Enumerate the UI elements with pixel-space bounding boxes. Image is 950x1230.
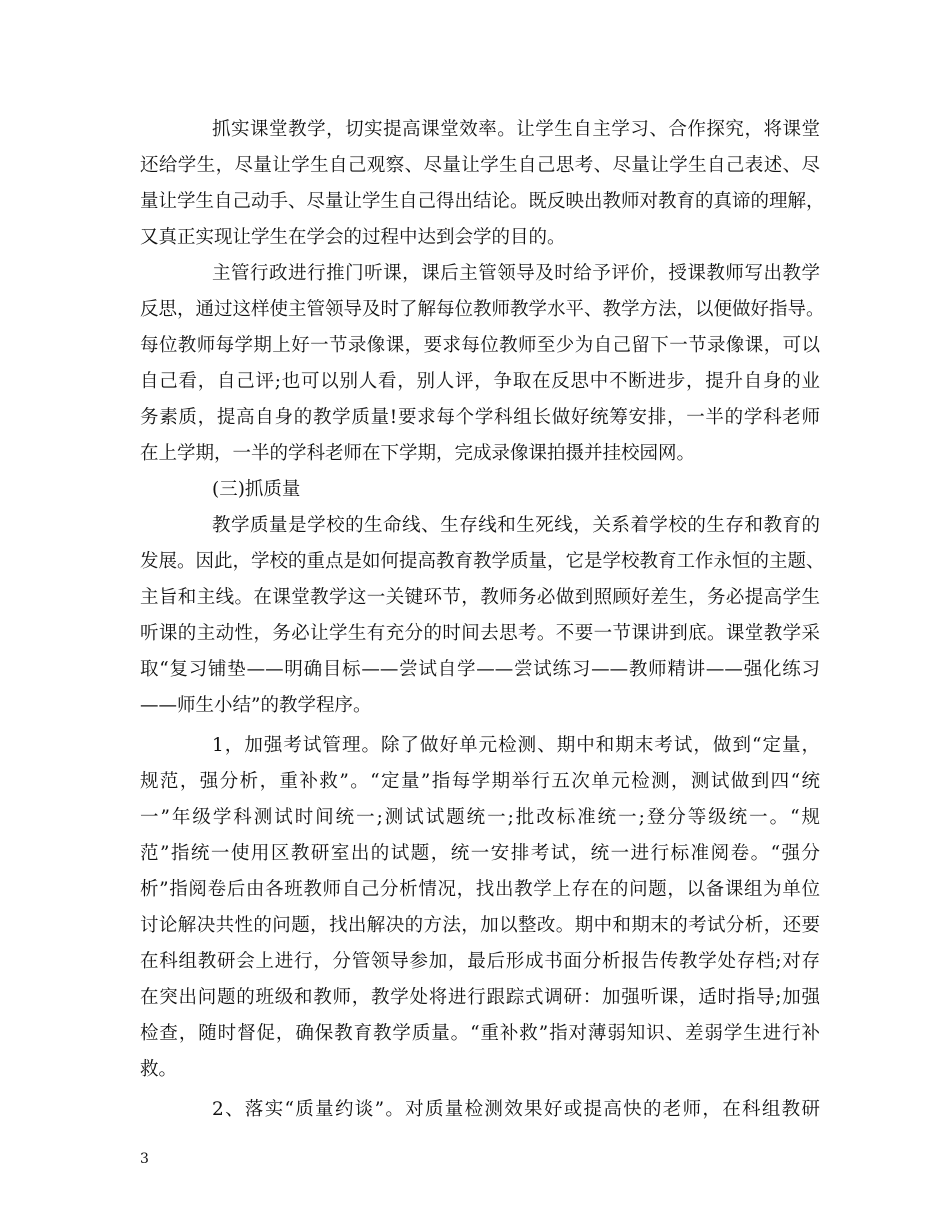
text-line: 在科组教研会上进行，分管领导参加，最后形成书面分析报告传教学处存档;对存 xyxy=(140,951,820,972)
text-line: 量让学生自己动手、尽量让学生自己得出结论。既反映出教师对教育的真谛的理解， xyxy=(140,191,825,212)
text-line: 主旨和主线。在课堂教学这一关键环节，教师务必做到照顾好差生，务必提高学生 xyxy=(140,587,820,608)
text-line: 检查，随时督促，确保教育教学质量。“重补救”指对薄弱知识、差弱学生进行补 xyxy=(140,1023,820,1044)
text-line: 自己看，自己评;也可以别人看，别人评，争取在反思中不断进步，提升自身的业 xyxy=(140,371,820,392)
text-line: 每位教师每学期上好一节录像课，要求每位教师至少为自己留下一节录像课，可以 xyxy=(140,335,820,356)
text-line: 1，加强考试管理。除了做好单元检测、期中和期末考试，做到“定量， xyxy=(212,735,820,756)
text-line: 范”指统一使用区教研室出的试题，统一安排考试，统一进行标准阅卷。“强分 xyxy=(140,843,820,864)
text-line: 取“复习铺垫——明确目标——尝试自学——尝试练习——教师精讲——强化练习 xyxy=(140,659,820,680)
page-number: 3 xyxy=(140,1151,149,1167)
text-line: 发展。因此，学校的重点是如何提高教育教学质量，它是学校教育工作永恒的主题、 xyxy=(140,551,825,572)
text-line: ——师生小结”的教学程序。 xyxy=(140,695,372,716)
text-line: 主管行政进行推门听课，课后主管领导及时给予评价，授课教师写出教学 xyxy=(212,263,820,284)
text-line: 一”年级学科测试时间统一;测试试题统一;批改标准统一;登分等级统一。“规 xyxy=(140,807,820,828)
text-line: 听课的主动性，务必让学生有充分的时间去思考。不要一节课讲到底。课堂教学采 xyxy=(140,623,820,644)
text-line: 教学质量是学校的生命线、生存线和生死线，关系着学校的生存和教育的 xyxy=(212,515,820,536)
text-line: 还给学生，尽量让学生自己观察、尽量让学生自己思考、尽量让学生自己表述、尽 xyxy=(140,155,820,176)
text-line: 务素质，提高自身的教学质量!要求每个学科组长做好统筹安排，一半的学科老师 xyxy=(140,407,820,428)
text-line: 讨论解决共性的问题，找出解决的方法，加以整改。期中和期末的考试分析，还要 xyxy=(140,915,820,936)
text-line: 又真正实现让学生在学会的过程中达到会学的目的。 xyxy=(140,227,566,248)
text-line: 规范，强分析，重补救”。“定量”指每学期举行五次单元检测，测试做到四“统 xyxy=(140,771,820,792)
text-line: 2、落实“质量约谈”。对质量检测效果好或提高快的老师，在科组教研 xyxy=(212,1099,820,1120)
text-line: 反思，通过这样使主管领导及时了解每位教师教学水平、教学方法，以便做好指导。 xyxy=(140,299,825,320)
text-line: 抓实课堂教学，切实提高课堂效率。让学生自主学习、合作探究，将课堂 xyxy=(212,119,820,140)
text-line: 在上学期，一半的学科老师在下学期，完成录像课拍摄并挂校园网。 xyxy=(140,443,696,464)
text-line: 救。 xyxy=(140,1059,178,1080)
section-heading: (三)抓质量 xyxy=(212,479,301,500)
text-line: 在突出问题的班级和教师，教学处将进行跟踪式调研：加强听课，适时指导;加强 xyxy=(140,987,820,1008)
text-line: 析”指阅卷后由各班教师自己分析情况，找出教学上存在的问题，以备课组为单位 xyxy=(140,879,820,900)
